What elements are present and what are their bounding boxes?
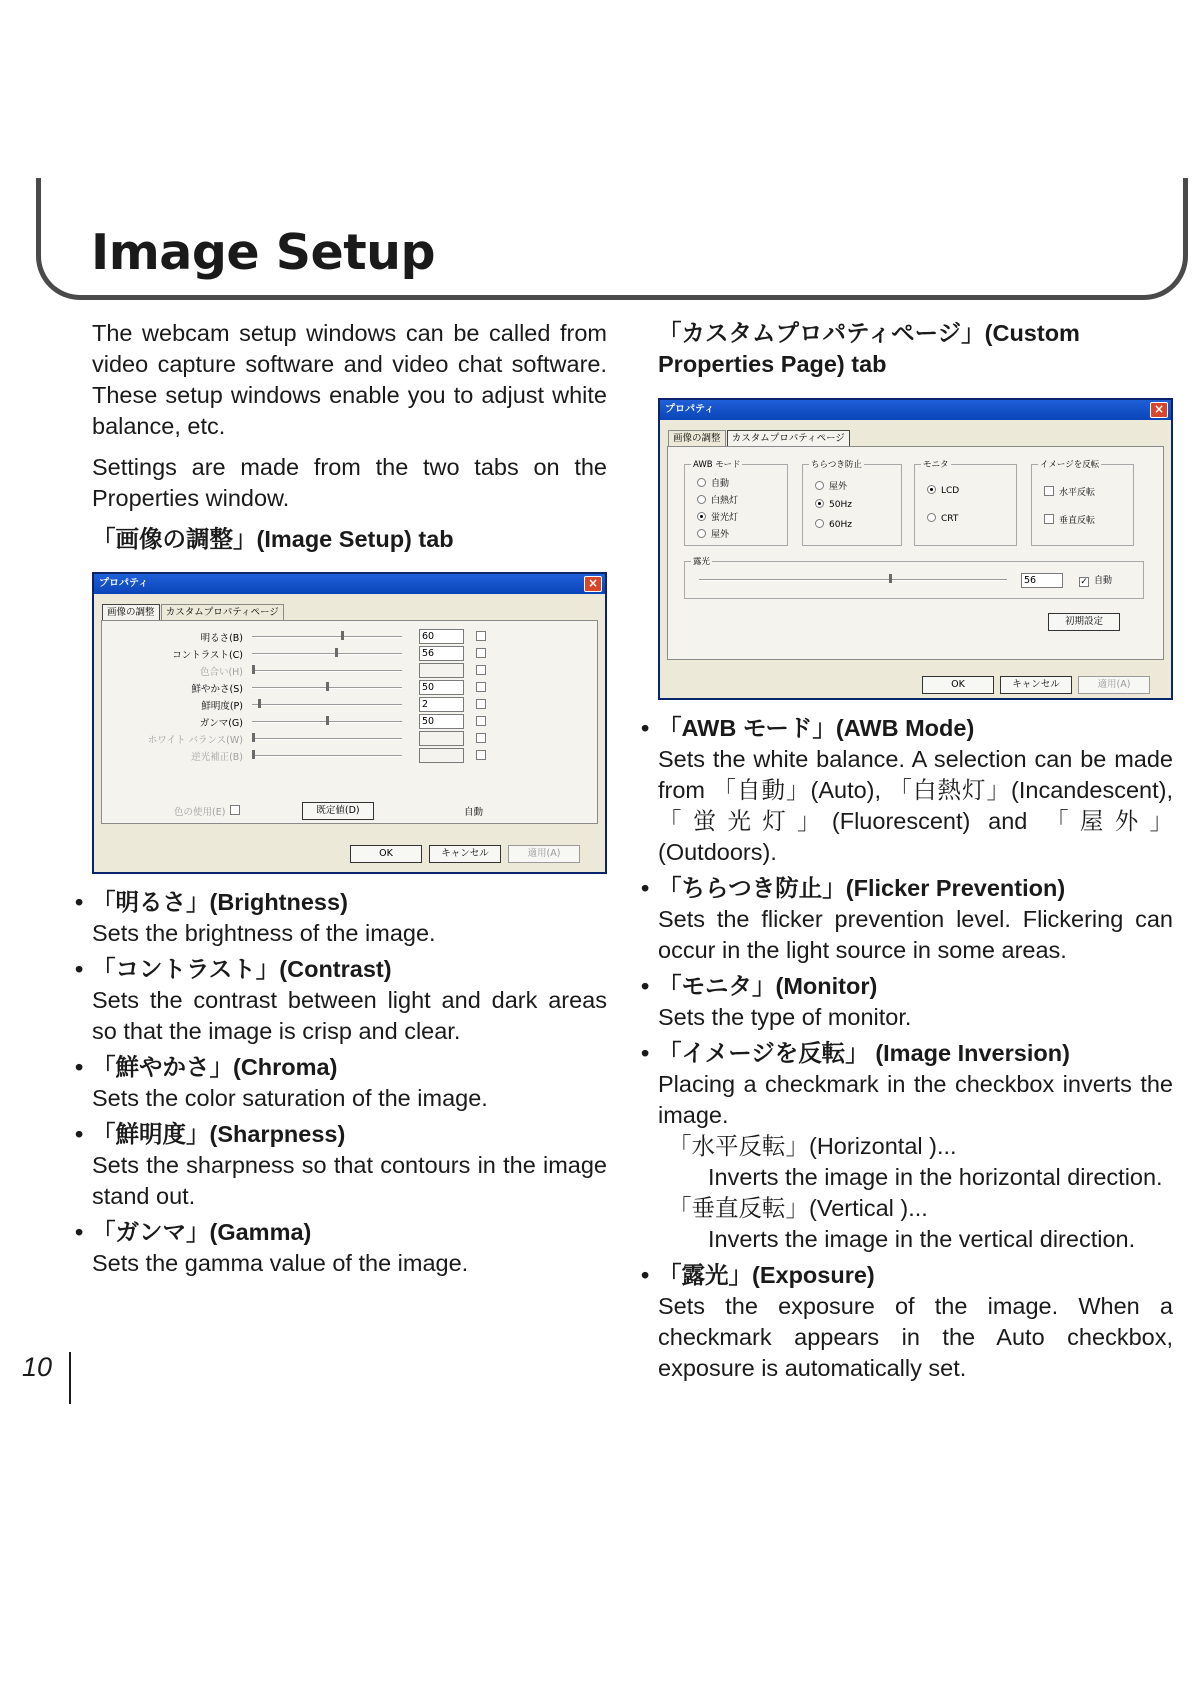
page-number-rule: [69, 1352, 71, 1404]
ok-button: OK: [922, 676, 994, 694]
bullet-dot: •: [75, 1219, 84, 1245]
checkbox-option: [1044, 513, 1095, 526]
radio-option: [697, 476, 729, 489]
radio-button: [815, 499, 824, 508]
auto-checkbox: [476, 733, 486, 743]
slider-label: 鮮明度(P): [201, 701, 243, 712]
auto-checkbox: [476, 699, 486, 709]
slider-value: 50: [419, 680, 464, 695]
bullet-dot: •: [641, 715, 650, 741]
slider-value: 50: [419, 714, 464, 729]
bullet-dot: •: [75, 889, 84, 915]
bullet-description: Sets the contrast between light and dark areas so that the image is crisp and clear.: [92, 987, 607, 1044]
radio-option: [815, 499, 852, 510]
checkbox-option: [1044, 485, 1095, 498]
cancel-button: キャンセル: [1000, 676, 1072, 694]
radio-option-label: 蛍光灯: [711, 513, 739, 523]
horizontal-inversion-label: 「水平反転」(Horizontal )...: [668, 1133, 957, 1159]
radio-option-label: 60Hz: [829, 520, 852, 530]
bullet-title: 「AWB モード」(AWB Mode): [658, 715, 975, 741]
checkbox: [1044, 514, 1054, 524]
bullet-description: Placing a checkmark in the checkbox inverts the image.: [658, 1071, 1173, 1128]
apply-button: 適用(A): [1078, 676, 1150, 694]
exposure-group: [684, 557, 1144, 599]
bullet-description: Sets the type of monitor.: [658, 1004, 912, 1030]
awb-mode-group-label: AWB モード: [693, 460, 741, 470]
bullet-title: 「鮮やかさ」(Chroma): [92, 1054, 338, 1080]
tab-custom-properties: カスタムプロパティページ: [161, 604, 284, 620]
image-inversion-group-label: イメージを反転: [1040, 460, 1100, 470]
flicker-group: [802, 460, 902, 546]
slider-row: [102, 629, 599, 645]
horizontal-inversion-description: Inverts the image in the horizontal direction.: [708, 1164, 1163, 1190]
bullet-dot: •: [641, 1040, 650, 1066]
bullet-item: [75, 1052, 607, 1114]
image-setup-dialog-screenshot: [92, 572, 607, 874]
slider-track: [252, 755, 402, 757]
exposure-auto-label: 自動: [1094, 576, 1113, 586]
radio-button: [697, 512, 706, 521]
radio-button: [927, 513, 936, 522]
bullet-item: [641, 1260, 1173, 1384]
slider-row: [102, 731, 599, 747]
bullet-dot: •: [75, 1054, 84, 1080]
auto-checkbox: [476, 750, 486, 760]
slider-value: [419, 731, 464, 746]
tab-custom-properties: カスタムプロパティページ: [727, 430, 850, 446]
bullet-description: Sets the brightness of the image.: [92, 920, 436, 946]
auto-checkbox: [476, 682, 486, 692]
slider-track: [252, 704, 402, 706]
radio-button: [815, 481, 824, 490]
radio-option-label: CRT: [941, 514, 959, 524]
radio-option-label: 自動: [711, 479, 730, 489]
exposure-value: 56: [1021, 573, 1063, 588]
close-icon: ×: [584, 576, 602, 592]
auto-checkbox: [476, 631, 486, 641]
slider-track: [252, 636, 402, 638]
slider-track: [252, 670, 402, 672]
exposure-slider-track: [699, 579, 1007, 581]
slider-label: ガンマ(G): [199, 718, 243, 729]
radio-option: [927, 513, 958, 524]
slider-label: 逆光補正(B): [191, 752, 243, 763]
image-setup-tab-heading: 「画像の調整」(Image Setup) tab: [92, 526, 454, 552]
image-setup-panel: [101, 620, 598, 824]
left-column: [92, 318, 607, 567]
slider-track: [252, 738, 402, 740]
right-column: [658, 318, 1173, 392]
slider-thumb: [258, 699, 261, 708]
bullet-title: 「鮮明度」(Sharpness): [92, 1121, 346, 1147]
left-bullet-list: [75, 887, 607, 1284]
radio-button: [697, 495, 706, 504]
page-number: 10: [22, 1352, 53, 1382]
radio-option: [815, 479, 847, 492]
slider-row: [102, 748, 599, 764]
bullet-item: [641, 873, 1173, 966]
bullet-item: [75, 1119, 607, 1212]
bullet-description: Sets the exposure of the image. When a checkmark appears in the Auto checkbox, exposure is automatically set.: [658, 1293, 1173, 1381]
color-use-checkbox: [230, 805, 240, 815]
right-bullet-list: [641, 713, 1173, 1389]
slider-thumb: [252, 665, 255, 674]
slider-track: [252, 653, 402, 655]
bullet-description: Sets the white balance. A selection can be made from 「自動」(Auto), 「白熱灯」(Incandescent), 「蛍光灯」(Fluorescent) and 「屋外」(Outdoors).: [658, 746, 1173, 865]
cancel-button: キャンセル: [429, 845, 501, 863]
radio-option-label: 屋外: [829, 482, 848, 492]
slider-value: [419, 663, 464, 678]
intro-paragraph-1: The webcam setup windows can be called from video capture software and video chat software. These setup windows enable you to adjust white balance, etc.: [92, 320, 607, 439]
bullet-dot: •: [641, 875, 650, 901]
slider-row: [102, 680, 599, 696]
intro-paragraph-2: Settings are made from the two tabs on the Properties window.: [92, 454, 607, 511]
exposure-auto-checkbox: ✓: [1080, 577, 1088, 587]
slider-row: [102, 714, 599, 730]
bullet-description: Sets the flicker prevention level. Flickering can occur in the light source in some areas.: [658, 906, 1173, 963]
radio-option: [697, 510, 738, 523]
checkbox-label: 水平反転: [1059, 488, 1096, 498]
slider-thumb: [326, 682, 329, 691]
bullet-dot: •: [641, 1262, 650, 1288]
dialog-tabs: [102, 604, 282, 620]
radio-option-label: 白熱灯: [711, 496, 739, 506]
exposure-auto-option: [1079, 573, 1112, 587]
auto-checkbox: [476, 665, 486, 675]
slider-label: ホワイト バランス(W): [147, 735, 243, 746]
bullet-description: Sets the gamma value of the image.: [92, 1250, 469, 1276]
bullet-item: [75, 887, 607, 949]
slider-value: 56: [419, 646, 464, 661]
bullet-dot: •: [641, 973, 650, 999]
close-icon: ×: [1150, 402, 1168, 418]
slider-label: 色合い(H): [199, 667, 243, 678]
custom-properties-dialog-screenshot: [658, 398, 1173, 700]
image-inversion-group: [1031, 460, 1134, 546]
bullet-description: Sets the sharpness so that contours in the image stand out.: [92, 1152, 607, 1209]
auto-label: 自動: [464, 807, 484, 818]
radio-button: [815, 519, 824, 528]
flicker-group-label: ちらつき防止: [811, 460, 862, 470]
bullet-dot: •: [75, 956, 84, 982]
awb-mode-group: [684, 460, 788, 546]
apply-button: 適用(A): [508, 845, 580, 863]
auto-checkbox: [476, 648, 486, 658]
radio-option-label: LCD: [941, 486, 960, 496]
dialog-titlebar: [660, 400, 1171, 420]
color-use-label: 色の使用(E): [174, 807, 226, 818]
bullet-item: [641, 1038, 1173, 1255]
page-title: Image Setup: [91, 224, 436, 281]
tab-image-setup: 画像の調整: [668, 430, 726, 446]
bullet-item: [75, 1217, 607, 1279]
monitor-group: [914, 460, 1017, 546]
radio-option-label: 屋外: [711, 530, 730, 540]
custom-properties-panel: [667, 446, 1164, 660]
bullet-title: 「露光」(Exposure): [658, 1262, 875, 1288]
tab-image-setup: 画像の調整: [102, 604, 160, 620]
slider-value: 2: [419, 697, 464, 712]
checkbox: [1044, 486, 1054, 496]
radio-button: [697, 529, 706, 538]
bullet-title: 「ガンマ」(Gamma): [92, 1219, 312, 1245]
bullet-item: [641, 713, 1173, 868]
ok-button: OK: [350, 845, 422, 863]
slider-row: [102, 663, 599, 679]
slider-thumb: [252, 733, 255, 742]
radio-button: [697, 478, 706, 487]
radio-option: [815, 519, 852, 530]
radio-option: [927, 485, 959, 496]
radio-option-label: 50Hz: [829, 500, 852, 510]
bullet-title: 「明るさ」(Brightness): [92, 889, 348, 915]
slider-label: 鮮やかさ(S): [191, 684, 243, 695]
vertical-inversion-label: 「垂直反転」(Vertical )...: [668, 1195, 928, 1221]
slider-thumb: [341, 631, 344, 640]
slider-thumb: [335, 648, 338, 657]
slider-label: コントラスト(C): [172, 650, 243, 661]
bullet-description: Sets the color saturation of the image.: [92, 1085, 488, 1111]
slider-value: 60: [419, 629, 464, 644]
dialog-title: プロパティ: [665, 404, 715, 415]
radio-button: [927, 485, 936, 494]
bullet-title: 「ちらつき防止」(Flicker Prevention): [658, 875, 1066, 901]
vertical-inversion-description: Inverts the image in the vertical direction.: [708, 1226, 1136, 1252]
slider-value: [419, 748, 464, 763]
auto-checkbox: [476, 716, 486, 726]
slider-row: [102, 646, 599, 662]
reset-button: 初期設定: [1048, 613, 1120, 631]
exposure-group-label: 露光: [693, 557, 711, 567]
bullet-item: [75, 954, 607, 1047]
slider-label: 明るさ(B): [200, 633, 243, 644]
bullet-dot: •: [75, 1121, 84, 1147]
bullet-item: [641, 971, 1173, 1033]
dialog-tabs: [668, 430, 848, 446]
slider-thumb: [326, 716, 329, 725]
monitor-group-label: モニタ: [923, 460, 949, 470]
slider-thumb: [252, 750, 255, 759]
slider-row: [102, 697, 599, 713]
dialog-title: プロパティ: [99, 578, 149, 589]
default-button: 既定値(D): [302, 802, 374, 820]
radio-option: [697, 493, 738, 506]
bullet-title: 「コントラスト」(Contrast): [92, 956, 392, 982]
radio-option: [697, 527, 729, 540]
checkbox-label: 垂直反転: [1059, 516, 1096, 526]
bullet-title: 「イメージを反転」 (Image Inversion): [658, 1040, 1070, 1066]
custom-properties-tab-heading: 「カスタムプロパティページ」(Custom Properties Page) tab: [658, 320, 1080, 377]
exposure-slider-thumb: [889, 574, 892, 583]
bullet-title: 「モニタ」(Monitor): [658, 973, 878, 999]
dialog-titlebar: [94, 574, 605, 594]
